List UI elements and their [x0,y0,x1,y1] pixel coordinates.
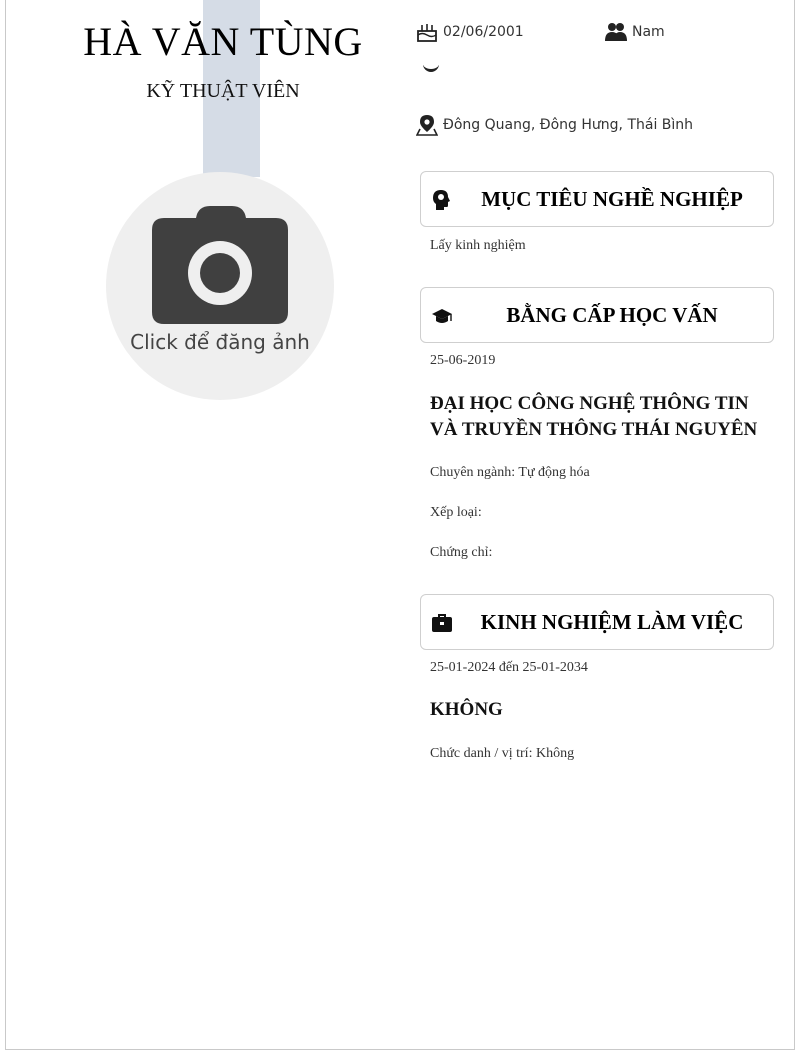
education-certificate[interactable]: Chứng chỉ: [430,545,493,560]
school-name[interactable]: ĐẠI HỌC CÔNG NGHỆ THÔNG TIN VÀ TRUYỀN THÔNG THÁI NGUYÊN [430,393,758,440]
briefcase-icon [431,612,453,634]
education-header[interactable] [420,287,774,343]
users-icon [605,21,627,43]
avatar-upload-label: Click để đăng ảnh [130,330,310,354]
avatar-upload[interactable] [106,172,334,400]
address-value: Đông Quang, Đông Hưng, Thái Bình [443,117,694,133]
experience-period[interactable]: 25-01-2024 đến 25-01-2034 [430,660,588,675]
candidate-name[interactable]: HÀ VĂN TÙNG [83,19,363,64]
education-date[interactable]: 25-06-2019 [430,353,496,368]
cv-page [5,0,795,1050]
birthday-value: 02/06/2001 [443,24,524,40]
birthday-field[interactable] [416,21,524,43]
experience-position[interactable]: Chức danh / vị trí: Không [430,746,575,761]
graduation-cap-icon [431,305,453,327]
gender-value: Nam [632,24,665,40]
address-field[interactable] [416,114,693,136]
job-title[interactable]: KỸ THUẬT VIÊN [146,80,300,102]
education-title: BẰNG CẤP HỌC VẤN [506,303,718,327]
objective-title: MỤC TIÊU NGHỀ NGHIỆP [481,187,743,211]
objective-header[interactable] [420,171,774,227]
camera-icon [152,204,288,324]
experience-title: KINH NGHIỆM LÀM VIỆC [480,610,744,634]
lightbulb-head-icon [431,189,453,211]
company-name[interactable]: KHÔNG [430,699,503,720]
objective-content[interactable]: Lấy kinh nghiệm [430,238,526,253]
education-major[interactable]: Chuyên ngành: Tự động hóa [430,465,590,480]
birthday-cake-icon [416,21,438,43]
map-marker-icon [416,114,438,136]
gender-field[interactable] [605,21,665,43]
experience-header[interactable] [420,594,774,650]
education-rank[interactable]: Xếp loại: [430,505,482,520]
